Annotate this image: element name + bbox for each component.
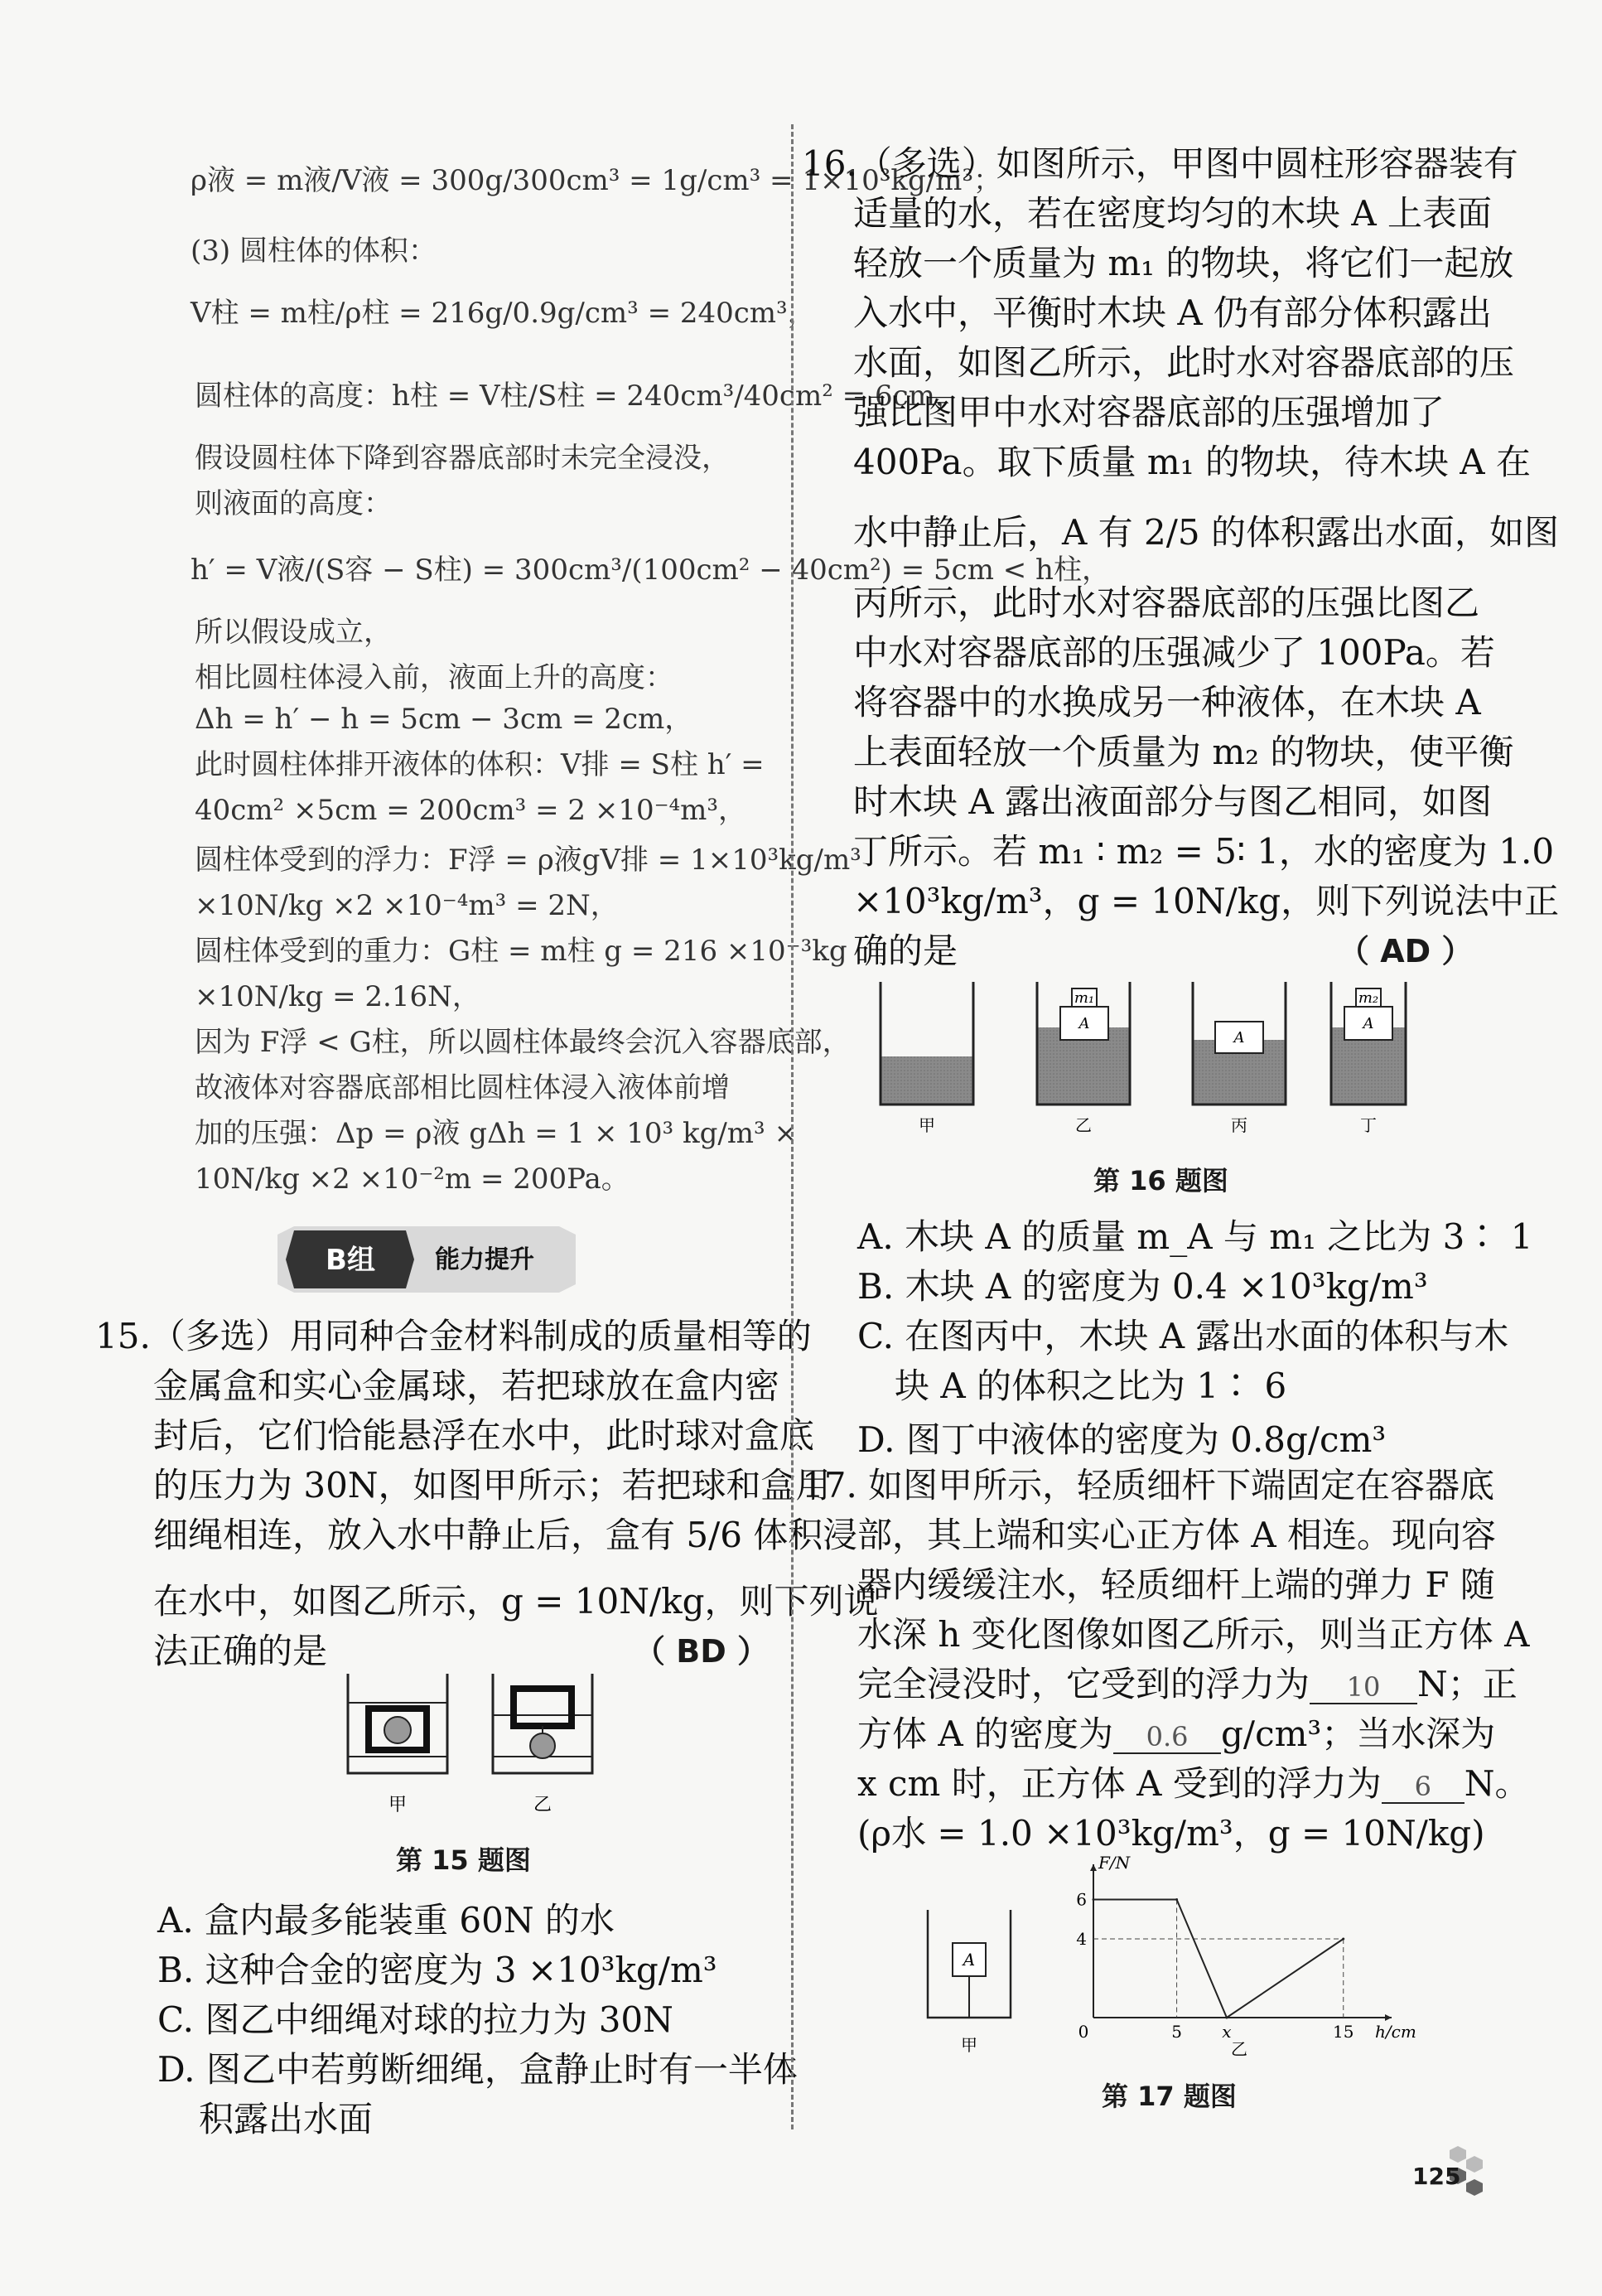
- q15-figure: [331, 1665, 613, 1823]
- q16-option[interactable]: D. 图丁中液体的密度为 0.8g/cm³: [857, 1419, 1387, 1460]
- q16-label-jia: 甲: [919, 1115, 935, 1135]
- solution-line: ×10N/kg ×2 ×10⁻⁴m³ = 2N，: [195, 889, 619, 922]
- q15-label-yi: 乙: [533, 1795, 552, 1815]
- q15-line: 的压力为 30N，如图甲所示；若把球和盒用: [153, 1465, 831, 1506]
- q15-answer: （ BD ）: [634, 1633, 769, 1670]
- solution-line: 圆柱体的高度：h柱 = V柱/S柱 = 240cm³/40cm² = 6cm，: [195, 379, 963, 413]
- banner-group: B组: [326, 1244, 375, 1277]
- q16-line: 轻放一个质量为 m₁ 的物块，将它们一起放: [853, 243, 1514, 283]
- q15-container-yi: [493, 1674, 592, 1773]
- q16-option[interactable]: A. 木块 A 的质量 m_A 与 m₁ 之比为 3∶ 1: [857, 1216, 1533, 1257]
- page-number: 125: [1412, 2163, 1461, 2190]
- q16-line: 丁所示。若 m₁ ∶ m₂ = 5∶ 1，水的密度为 1.0: [853, 831, 1555, 872]
- solution-line: V柱 = m柱/ρ柱 = 216g/0.9g/cm³ = 240cm³，: [191, 297, 816, 330]
- q17-line-4: 水深 h 变化图像如图乙所示，则当正方体 A: [857, 1614, 1530, 1655]
- q16-line: 适量的水，若在密度均匀的木块 A 上表面: [853, 193, 1493, 234]
- q17-blank-2[interactable]: 0.6: [1113, 1721, 1221, 1754]
- solution-line: 则液面的高度：: [195, 487, 392, 520]
- y-axis-label: F/N: [1098, 1853, 1131, 1873]
- q16-line: 时木块 A 露出液面部分与图乙相同，如图: [853, 781, 1493, 822]
- q15-caption: 第 15 题图: [396, 1844, 531, 1876]
- solution-line: 所以假设成立，: [195, 616, 392, 649]
- q15-option[interactable]: B. 这种合金的密度为 3 ×10³kg/m³: [157, 1950, 717, 1990]
- q15-option[interactable]: C. 图乙中细绳对球的拉力为 30N: [157, 1999, 673, 2040]
- data-point: [1093, 1898, 1095, 1901]
- q15-line: 细绳相连，放入水中静止后，盒有 5/6 体积浸: [153, 1515, 858, 1555]
- q16-line: 强比图甲中水对容器底部的压强增加了: [853, 392, 1445, 433]
- q17-caption: 第 17 题图: [1102, 2081, 1237, 2112]
- q17-line-8: (ρ水 = 1.0 ×10³kg/m³，g = 10N/kg): [857, 1813, 1485, 1854]
- data-point: [1175, 1898, 1178, 1901]
- solution-line: ×10N/kg = 2.16N，: [195, 980, 480, 1013]
- q15-option[interactable]: D. 图乙中若剪断细绳，盒静止时有一半体: [157, 2049, 798, 2090]
- solution-line: Δh = h′ − h = 5cm − 3cm = 2cm，: [195, 703, 693, 736]
- x-tick-label: 0: [1078, 2022, 1089, 2042]
- q15-label-jia: 甲: [388, 1795, 408, 1815]
- q16-label-ding: 丁: [1360, 1115, 1377, 1135]
- q16-line: 丙所示，此时水对容器底部的压强比图乙: [853, 582, 1480, 623]
- solution-line: 此时圆柱体排开液体的体积：V排 = S柱 h′ =: [195, 748, 765, 781]
- q15-line: 法正确的是: [153, 1631, 328, 1671]
- q17-line-7: x cm 时，正方体 A 受到的浮力为 6 N。: [857, 1763, 1530, 1804]
- solution-line: ρ液 = m液/V液 = 300g/300cm³ = 1g/cm³ = 1×10³kg/m³；: [191, 164, 1002, 197]
- q16-figure: [874, 974, 1412, 1139]
- q15-option[interactable]: A. 盒内最多能装重 60N 的水: [157, 1900, 615, 1941]
- q16-block-m1: m₁: [1074, 989, 1095, 1007]
- q15-line: 金属盒和实心金属球，若把球放在盒内密: [153, 1366, 780, 1406]
- solution-line: 加的压强：Δp = ρ液 gΔh = 1 × 10³ kg/m³ ×: [195, 1117, 798, 1150]
- q16-block-m2: m₂: [1358, 989, 1379, 1007]
- q16-block-A-ding: A: [1363, 1015, 1374, 1032]
- q16-line: 确的是: [853, 930, 958, 971]
- q15-line: 在水中，如图乙所示，g = 10N/kg，则下列说: [153, 1581, 879, 1622]
- q17-figure-jia: [919, 1906, 1027, 2063]
- x-axis-arrow: [1385, 2014, 1392, 2021]
- q17-blank-3[interactable]: 6: [1382, 1771, 1464, 1804]
- data-point: [1225, 2017, 1228, 2019]
- q16-line: 水面，如图乙所示，此时水对容器底部的压: [853, 342, 1515, 383]
- q16-line: 400Pa。取下质量 m₁ 的物块，待木块 A 在: [853, 442, 1531, 482]
- solution-line: 圆柱体受到的浮力：F浮 = ρ液gV排 = 1×10³kg/m³: [195, 843, 861, 877]
- solution-line: (3) 圆柱体的体积：: [191, 234, 437, 268]
- q17-line-2: 部，其上端和实心正方体 A 相连。现向容: [857, 1515, 1497, 1555]
- q17-blank-1[interactable]: 10: [1310, 1671, 1417, 1704]
- solution-line: 因为 F浮 < G柱，所以圆柱体最终会沉入容器底部，: [195, 1026, 851, 1059]
- solution-line: 圆柱体受到的重力：G柱 = m柱 g = 216 ×10⁻³kg: [195, 935, 847, 968]
- q16-label-bing: 丙: [1231, 1115, 1247, 1135]
- series-line: [1093, 1900, 1344, 2018]
- column-divider: [791, 124, 794, 2129]
- q16-line: ×10³kg/m³，g = 10N/kg，则下列说法中正: [853, 881, 1560, 921]
- q16-block-A-yi: A: [1078, 1015, 1090, 1032]
- q16-answer: （ AD ）: [1338, 933, 1474, 969]
- q17-line-6: 方体 A 的密度为 0.6 g/cm³；当水深为: [857, 1714, 1496, 1754]
- q16-option[interactable]: B. 木块 A 的密度为 0.4 ×10³kg/m³: [857, 1266, 1428, 1307]
- q15-line: 15.（多选）用同种合金材料制成的质量相等的: [95, 1316, 812, 1356]
- section-banner: [277, 1226, 576, 1293]
- q16-line: 将容器中的水换成另一种液体，在木块 A: [853, 682, 1481, 723]
- x-axis-label: h/cm: [1375, 2022, 1416, 2042]
- x-tick-label: 15: [1333, 2022, 1354, 2042]
- q17-block-label: A: [963, 1950, 976, 1970]
- q16-option[interactable]: C. 在图丙中，木块 A 露出水面的体积与木: [857, 1316, 1509, 1356]
- y-axis-arrow: [1090, 1864, 1097, 1871]
- y-tick-label: 6: [1076, 1889, 1087, 1910]
- x-tick-label: x: [1222, 2022, 1232, 2042]
- solution-line: 假设圆柱体下降到容器底部时未完全浸没，: [195, 442, 730, 475]
- q16-line: 入水中，平衡时木块 A 仍有部分体积露出: [853, 292, 1493, 333]
- q16-line: 水中静止后，A 有 2/5 的体积露出水面，如图: [853, 512, 1559, 553]
- q16-line: 中水对容器底部的压强减少了 100Pa。若: [853, 632, 1495, 673]
- q16-label-yi: 乙: [1075, 1115, 1092, 1135]
- q17-label-jia: 甲: [961, 2035, 977, 2055]
- q16-block-A-bing: A: [1233, 1029, 1245, 1046]
- q17-label-yi: 乙: [1230, 2039, 1247, 2059]
- data-point: [1342, 1938, 1344, 1941]
- solution-line: 40cm² ×5cm = 200cm³ = 2 ×10⁻⁴m³，: [195, 794, 747, 827]
- q16-option[interactable]: 块 A 的体积之比为 1∶ 6: [895, 1366, 1287, 1406]
- q15-container-jia: [348, 1674, 447, 1773]
- q15-option[interactable]: 积露出水面: [199, 2099, 374, 2139]
- q15-line: 封后，它们恰能悬浮在水中，此时球对盒底: [153, 1415, 815, 1456]
- q17-chart: [1060, 1853, 1425, 2059]
- banner-title: 能力提升: [435, 1245, 534, 1274]
- solution-line: 相比圆柱体浸入前，液面上升的高度：: [195, 661, 673, 694]
- y-tick-label: 4: [1076, 1929, 1087, 1949]
- q17-line-3: 器内缓缓注水，轻质细杆上端的弹力 F 随: [857, 1564, 1495, 1605]
- q16-line: 16.（多选）如图所示，甲图中圆柱形容器装有: [802, 143, 1518, 184]
- solution-line: h′ = V液/(S容 − S柱) = 300cm³/(100cm² − 40cm²) = 5cm < h柱，: [191, 553, 1110, 587]
- q17-line-1: 17. 如图甲所示，轻质细杆下端固定在容器底: [802, 1465, 1495, 1506]
- x-tick-label: 5: [1171, 2022, 1182, 2042]
- solution-line: 10N/kg ×2 ×10⁻²m = 200Pa。: [195, 1163, 630, 1196]
- q17-line-5: 完全浸没时，它受到的浮力为 10 N；正: [857, 1664, 1518, 1704]
- q16-line: 上表面轻放一个质量为 m₂ 的物块，使平衡: [853, 732, 1514, 772]
- q16-caption: 第 16 题图: [1093, 1165, 1228, 1196]
- solution-line: 故液体对容器底部相比圆柱体浸入液体前增: [195, 1071, 730, 1104]
